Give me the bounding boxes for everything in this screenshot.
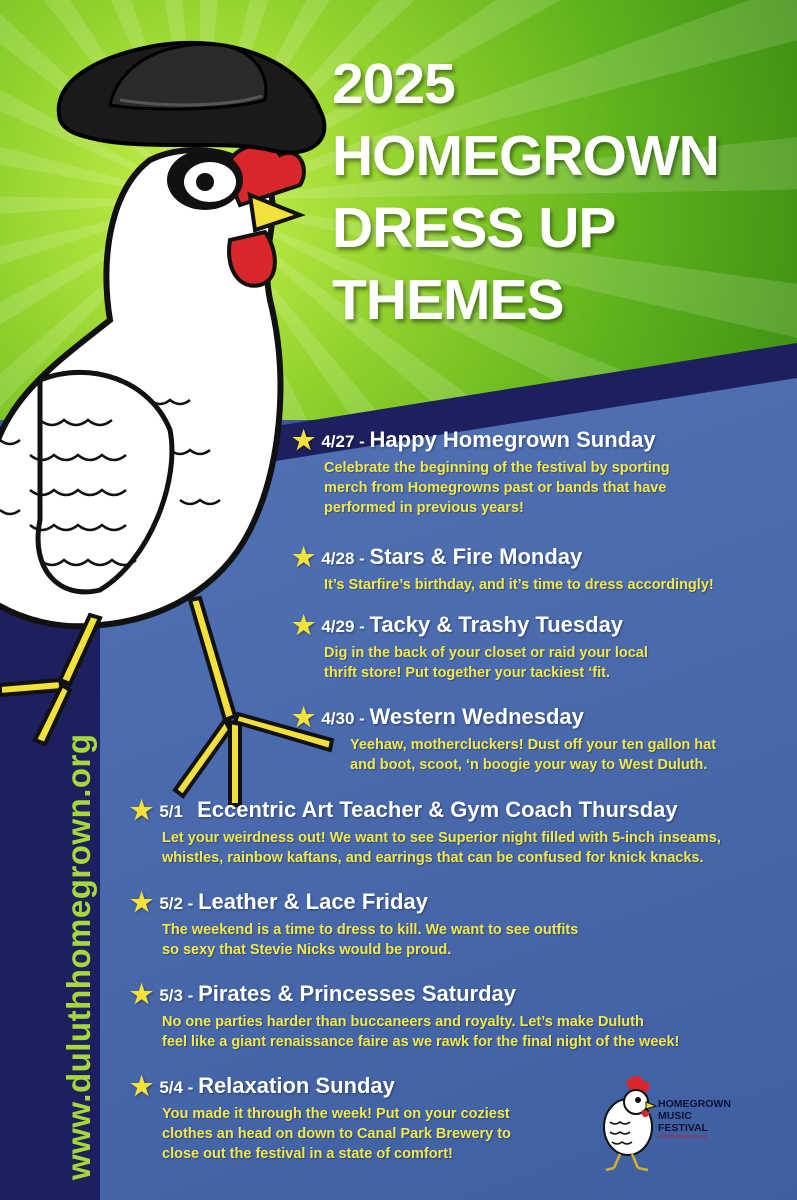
desc-line: Let your weirdness out! We want to see Superior night filled with 5-inch inseams,	[162, 830, 721, 846]
theme-separator: -	[354, 549, 370, 568]
star-icon: ★	[130, 1071, 154, 1101]
theme-date: 5/2	[159, 894, 183, 913]
theme-date: 5/1	[159, 802, 183, 821]
star-icon: ★	[292, 542, 316, 572]
desc-line: clothes an head on down to Canal Park Brewery to	[162, 1126, 511, 1142]
desc-line: No one parties harder than buccaneers and royalty. Let’s make Duluth	[162, 1014, 644, 1030]
desc-line: thrift store! Put together your tackiest ‘fit.	[324, 665, 610, 681]
theme-description	[324, 575, 714, 595]
star-icon: ★	[130, 795, 154, 825]
theme-name: Tacky & Trashy Tuesday	[369, 612, 624, 637]
website-url[interactable]: www.duluthhomegrown.org	[60, 733, 97, 1180]
title-line-homegrown: HOMEGROWN	[332, 124, 719, 188]
desc-line: close out the festival in a state of comfort!	[162, 1146, 453, 1162]
theme-separator: -	[354, 432, 370, 451]
desc-line: Yeehaw, mothercluckers! Dust off your ten gallon hat	[350, 737, 717, 753]
homegrown-logo-text	[658, 1098, 731, 1141]
theme-name: Happy Homegrown Sunday	[369, 427, 656, 452]
theme-description	[324, 458, 670, 518]
theme-item	[130, 979, 679, 1052]
star-icon: ★	[292, 702, 316, 732]
homegrown-logo-chicken-icon	[596, 1072, 658, 1172]
theme-date: 4/29	[321, 617, 355, 636]
theme-name: Pirates & Princesses Saturday	[198, 981, 517, 1006]
desc-line: You made it through the week! Put on your coziest	[162, 1106, 510, 1122]
desc-line: so sexy that Stevie Nicks would be proud.	[162, 942, 452, 958]
star-icon: ★	[130, 887, 154, 917]
theme-separator: -	[182, 894, 199, 913]
theme-separator: -	[354, 709, 370, 728]
desc-line: The weekend is a time to dress to kill. We want to see outfits	[162, 922, 579, 938]
title-line-themes: THEMES	[332, 268, 564, 332]
theme-description	[162, 1104, 511, 1164]
theme-description	[350, 735, 716, 775]
theme-separator	[183, 802, 197, 821]
title-line-year: 2025	[332, 52, 455, 116]
theme-date: 4/30	[321, 709, 355, 728]
theme-item	[292, 610, 648, 683]
theme-name: Leather & Lace Friday	[198, 889, 428, 914]
theme-item	[292, 702, 716, 775]
star-icon: ★	[292, 610, 316, 640]
logo-line: FESTIVAL	[658, 1122, 708, 1134]
desc-line: feel like a giant renaissance faire as we rawk for the final night of the week!	[162, 1034, 680, 1050]
desc-line: Dig in the back of your closet or raid your local	[324, 645, 648, 661]
theme-name: Relaxation Sunday	[198, 1073, 395, 1098]
desc-line: performed in previous years!	[324, 500, 524, 516]
chicken-legs	[0, 598, 332, 805]
desc-line: whistles, rainbow kaftans, and earrings that can be confused for knick knacks.	[162, 850, 704, 866]
logo-line: MUSIC	[658, 1110, 692, 1122]
theme-description	[162, 920, 578, 960]
desc-line: Celebrate the beginning of the festival by sporting	[324, 460, 670, 476]
star-icon: ★	[292, 425, 316, 455]
theme-item	[292, 425, 670, 518]
title-line-dress-up: DRESS UP	[332, 196, 616, 260]
theme-date: 4/28	[321, 549, 355, 568]
theme-date: 5/4	[159, 1078, 183, 1097]
theme-description	[324, 643, 648, 683]
theme-item	[130, 887, 578, 960]
logo-line: HOMEGROWN	[658, 1098, 731, 1110]
theme-description	[162, 1012, 679, 1052]
theme-separator: -	[182, 986, 199, 1005]
theme-description	[162, 828, 721, 868]
poster-title	[332, 48, 719, 336]
theme-separator: -	[354, 617, 370, 636]
theme-date: 5/3	[159, 986, 183, 1005]
desc-line: merch from Homegrowns past or bands that have	[324, 480, 667, 496]
desc-line: It’s Starfire’s birthday, and it’s time to dress accordingly!	[324, 577, 714, 593]
theme-item	[130, 1071, 511, 1164]
theme-item	[130, 795, 721, 868]
theme-separator: -	[182, 1078, 199, 1097]
desc-line: and boot, scoot, ‘n boogie your way to West Duluth.	[350, 757, 708, 773]
theme-item	[292, 542, 714, 595]
star-icon: ★	[130, 979, 154, 1009]
theme-name: Western Wednesday	[369, 704, 584, 729]
theme-name: Stars & Fire Monday	[369, 544, 583, 569]
logo-tagline: duluthhomegrown.org	[658, 1134, 707, 1140]
theme-date: 4/27	[321, 432, 355, 451]
theme-name: Eccentric Art Teacher & Gym Coach Thursday	[197, 797, 678, 822]
